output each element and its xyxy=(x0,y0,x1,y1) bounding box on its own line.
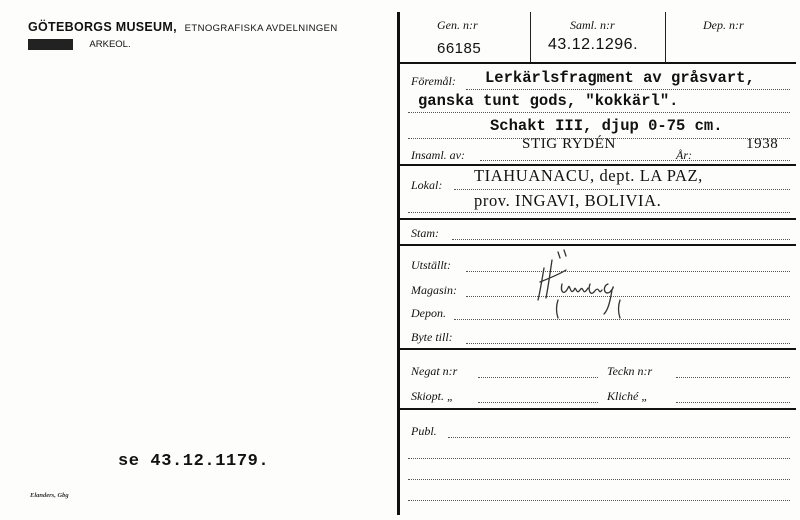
utstallt-label: Utställt: xyxy=(411,258,452,272)
saml-nr-label: Saml. n:r xyxy=(570,18,615,32)
dotted-line xyxy=(466,343,790,344)
section-name: ARKEOL. xyxy=(89,39,131,50)
dotted-line xyxy=(478,377,598,378)
rule xyxy=(399,348,796,350)
dep-nr-label: Dep. n:r xyxy=(703,18,744,32)
insaml-label: Insaml. av: xyxy=(411,148,465,162)
lokal-line-1: TIAHUANACU, dept. LA PAZ, xyxy=(474,166,703,185)
stam-label: Stam: xyxy=(411,226,439,240)
kliche-label: Kliché „ xyxy=(607,389,648,403)
field-divider xyxy=(665,12,666,62)
magasin-label: Magasin: xyxy=(411,283,457,297)
rule xyxy=(399,218,796,220)
foremal-line-2: ganska tunt gods, "kokkärl". xyxy=(418,92,679,110)
lokal-label: Lokal: xyxy=(411,178,443,192)
negat-label: Negat n:r xyxy=(411,364,458,378)
panel-border xyxy=(397,12,400,515)
dotted-line xyxy=(676,377,790,378)
dotted-line xyxy=(478,402,598,403)
year-value: 1938 xyxy=(746,136,779,152)
publ-label: Publ. xyxy=(411,424,437,438)
skiopt-label: Skiopt. „ xyxy=(411,389,454,403)
reference-note: se 43.12.1179. xyxy=(118,452,270,471)
dotted-line xyxy=(408,500,790,501)
teckn-label: Teckn n:r xyxy=(607,364,653,378)
gen-nr-value: 66185 xyxy=(437,40,482,57)
foremal-label: Föremål: xyxy=(411,74,456,88)
depon-label: Depon. xyxy=(411,306,446,320)
dotted-line xyxy=(408,112,790,113)
dotted-line xyxy=(408,458,790,459)
section-line xyxy=(28,39,131,50)
dotted-line xyxy=(454,189,790,190)
lokal-line-2: prov. INGAVI, BOLIVIA. xyxy=(474,191,662,210)
saml-nr-value: 43.12.1296. xyxy=(548,36,639,53)
struck-word: ETNOGR. xyxy=(29,39,73,50)
printer-mark: Elanders, Gbg xyxy=(30,492,69,499)
field-divider xyxy=(530,12,531,62)
dotted-line xyxy=(466,89,790,90)
dotted-line xyxy=(480,160,790,161)
foremal-line-3: Schakt III, djup 0-75 cm. xyxy=(490,117,723,135)
rule xyxy=(399,408,796,410)
dotted-line xyxy=(408,479,790,480)
department-name: ETNOGRAFISKA AVDELNINGEN xyxy=(184,23,338,34)
dotted-line xyxy=(676,402,790,403)
museum-name: GÖTEBORGS MUSEUM, xyxy=(28,20,177,34)
card-header xyxy=(28,20,338,34)
rule xyxy=(399,62,796,64)
year-label: År: xyxy=(676,148,692,162)
dotted-line xyxy=(408,212,790,213)
foremal-line-1: Lerkärlsfragment av gråsvart, xyxy=(485,69,755,87)
handwritten-signature xyxy=(530,240,640,320)
dotted-line xyxy=(448,437,790,438)
byte-label: Byte till: xyxy=(411,330,453,344)
gen-nr-label: Gen. n:r xyxy=(437,18,478,32)
insaml-value: STIG RYDÉN xyxy=(522,136,616,152)
